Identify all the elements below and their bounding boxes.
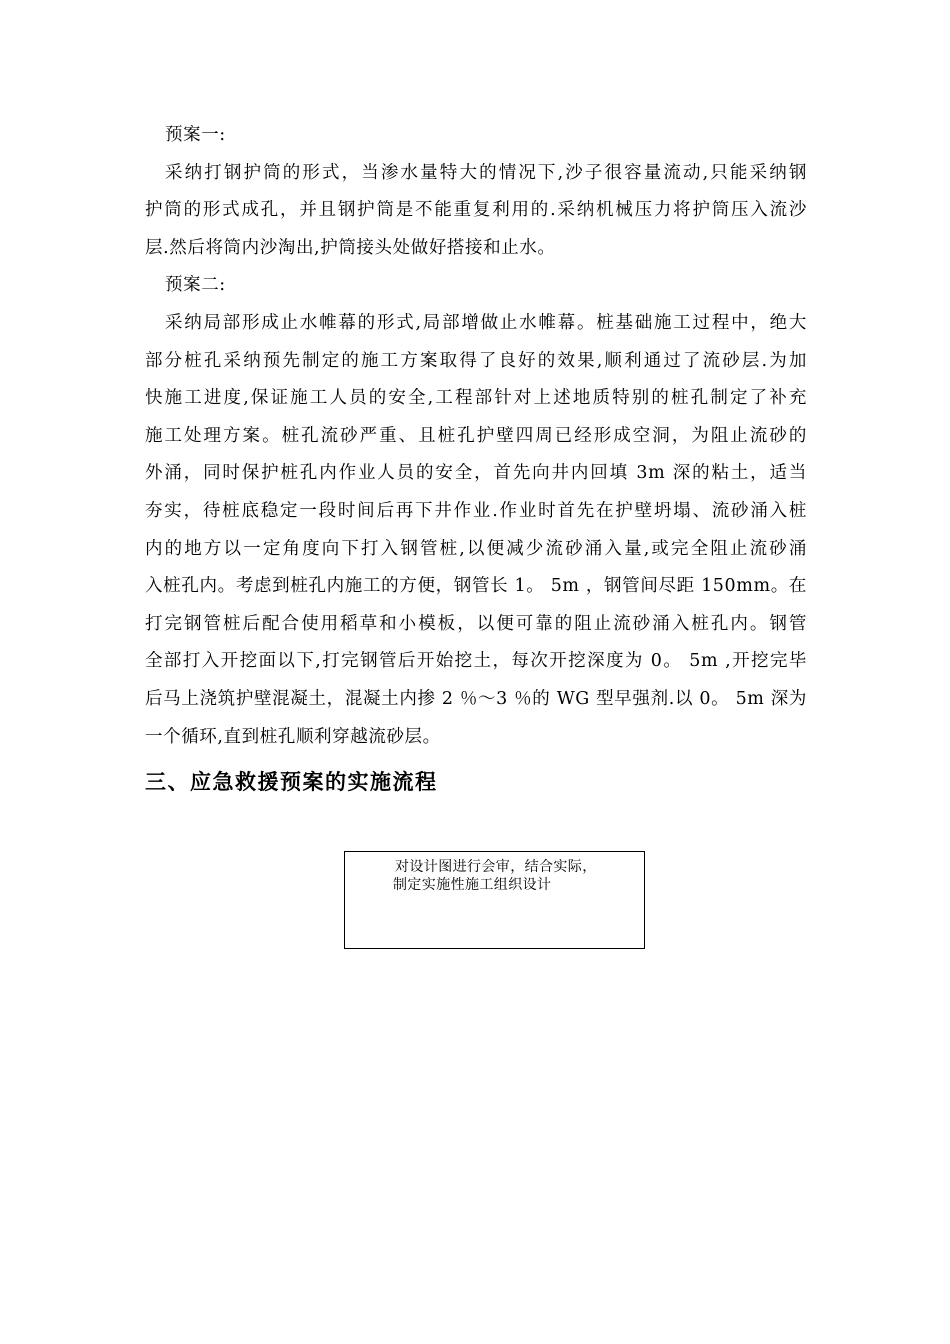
plan-two-line: 采纳局部形成止水帷幕的形式,局部增做止水帷幕。桩基础施工过程中，绝大 xyxy=(165,312,807,333)
plan-two-line: 全部打入开挖面以下,打完钢管后开始挖土，每次开挖深度为 0。 5m ,开挖完毕 xyxy=(145,651,807,672)
plan-two-line: 一个循环,直到桩孔顺利穿越流砂层。 xyxy=(145,726,441,747)
plan-two-line: 施工处理方案。桩孔流砂严重、且桩孔护壁四周已经形成空洞，为阻止流砂的 xyxy=(145,425,807,446)
plan-two-line: 夯实，待桩底稳定一段时间后再下井作业.作业时首先在护壁坍塌、流砂涌入桩 xyxy=(145,500,807,521)
plan-two-line: 后马上浇筑护壁混凝土，混凝土内掺 2 ％～3 ％的 WG 型早强剂.以 0。 5m 深为 xyxy=(145,688,807,709)
plan-two-line: 外涌，同时保护桩孔内作业人员的安全，首先向井内回填 3m 深的粘土，适当 xyxy=(145,463,807,484)
plan-two-title: 预案二: xyxy=(165,275,226,296)
plan-one-title: 预案一: xyxy=(165,125,226,145)
section-heading: 三、应急救援预案的实施流程 xyxy=(145,770,438,794)
plan-two-line: 内的地方以一定角度向下打入钢管桩,以便减少流砂涌入量,或完全阻止流砂涌 xyxy=(145,538,807,559)
plan-two-line: 快施工进度,保证施工人员的安全,工程部针对上述地质特别的桩孔制定了补充 xyxy=(145,388,807,409)
plan-one-line: 护筒的形式成孔，并且钢护筒是不能重复利用的.采纳机械压力将护筒压入流沙 xyxy=(145,200,807,221)
flowchart-box-line: 对设计图进行会审，结合实际， xyxy=(395,859,597,875)
plan-two-line: 部分桩孔采纳预先制定的施工方案取得了良好的效果,顺利通过了流砂层.为加 xyxy=(145,350,807,371)
plan-two-line: 打完钢管桩后配合使用稻草和小模板，以便可靠的阻止流砂涌入桩孔内。钢管 xyxy=(145,613,807,634)
flowchart-box-text xyxy=(395,858,597,894)
plan-one-line: 层.然后将筒内沙淘出,护筒接头处做好搭接和止水。 xyxy=(145,237,556,258)
flowchart-box-line: 制定实施性施工组织设计 xyxy=(393,877,552,893)
plan-one-line: 采纳打钢护筒的形式，当渗水量特大的情况下,沙子很容量流动,只能采纳钢 xyxy=(165,162,807,183)
plan-two-line: 入桩孔内。考虑到桩孔内施工的方便，钢管长 1。 5m ，钢管间尽距 150mm。在 xyxy=(145,576,807,597)
body-text xyxy=(145,117,807,756)
flowchart-box xyxy=(344,851,645,949)
